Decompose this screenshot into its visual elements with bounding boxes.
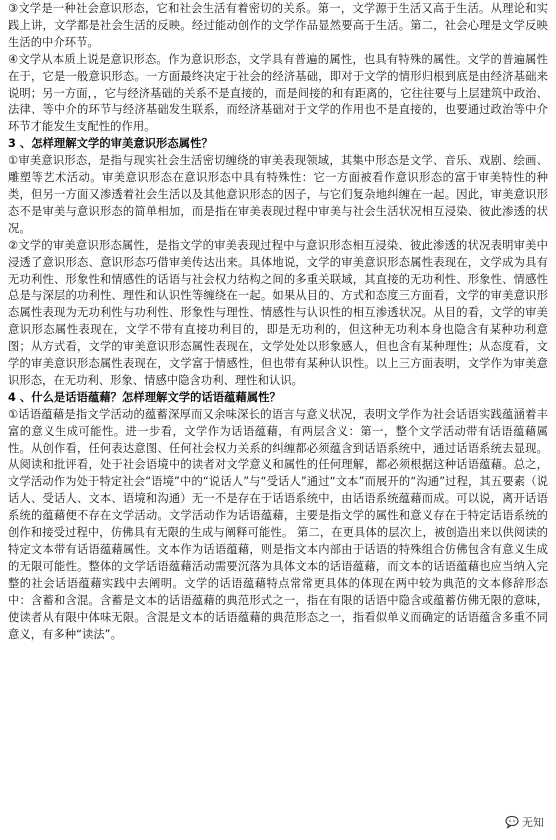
paragraph-aesthetic-1: ①审美意识形态，是指与现实社会生活密切缠绕的审美表现领域，其集中形态是文学、音乐、戏剧、绘画、雕塑等艺术活动。审美意识形态在意识形态中具有特殊性：它一方面被看作意识形态的富于审美特性的种类，但另一方面又渗透着社会生活以及其他意识形态的因子，与它们复杂地纠缠在一起。因此，审美意识形态不是审美与意识形态的简单相加，而是指在审美表现过程中审美与社会生活状况相互浸染、彼此渗透的状况。: [8, 154, 548, 235]
watermark: [503, 814, 546, 830]
paragraph-3-ideology: ③文学是一种社会意识形态，它和社会生活有着密切的关系。第一，文学源于生活又高于生活。从理论和实践上讲，文学都是社会生活的反映。经过能动创作的文学作品显然要高于生活。第二，社会心理是文学反映生活的中介环节。: [8, 2, 548, 49]
paragraph-4-essence: ④文学从本质上说是意识形态。作为意识形态，文学具有普遍的属性，也具有特殊的属性。文学的普遍属性在于，它是一般意识形态。一方面最终决定于社会的经济基础，即对于文学的情形归根到底是由经济基础来说明；另一方面，，它与经济基础的关系不是直接的，而是间接的和有距离的，它往往要与上层建筑中政治、法律、等中介的环节与经济基础发生联系，而经济基础对于文学的作用也不是直接的，也要通过政治等中介环节才能发生支配性的作用。: [8, 52, 548, 134]
chat-bubble-icon: [505, 815, 519, 829]
section-heading-4: 4 、什么是话语蕴藉？怎样理解文学的话语蕴藉属性？: [8, 390, 281, 404]
section-heading-3: 3 、怎样理解文学的审美意识形态属性？: [8, 137, 213, 151]
paragraph-aesthetic-2: ②文学的审美意识形态属性，是指文学的审美表现过程中与意识形态相互浸染、彼此渗透的状况表明审美中浸透了意识形态、意识形态巧借审美传达出来。具体地说，文学的审美意识形态属性表现在，文学成为具有无功利性、形象性和情感性的话语与社会权力结构之间的多重关联域，其直接的无功利性、形象性、情感性总是与深层的功利性、理性和认识性等缠绕在一起。如果从目的、方式和态度三方面看，文学的审美意识形态属性表现为无功利性与功利性、形象性与理性、情感性与认识性的相互渗透状况。从目的看，文学的审美意识形态属性表现在，文学不带有直接功利目的，即是无功利的，但这种无功利本身也隐含有某种功利意图；从方式看，文学的审美意识形态属性表现在，文学处处以形象感人，但也含有某种理性；从态度看，文学的审美意识形态属性表现在，文学富于情感性，但也带有某种认识性。以上三方面表明，文学作为审美意识形态，在无功利、形象、情感中隐含功利、理性和认识。: [8, 238, 548, 387]
paragraph-discourse-1: ①话语蕴藉是指文学活动的蕴蓄深厚而又余味深长的语言与意义状况，表明文学作为社会话语实践蕴涵着丰富的意义生成可能性。进一步看，文学作为话语蕴藉，有两层含义：第一，整个文学活动带有话语蕴藉属性。从创作看，任何表达意图、任何社会权力关系的纠缠都必须蕴含到话语系统中，通过话语系统去显现。从阅读和批评看，处于社会语境中的读者对文学意义和属性的任何理解，都必须根据这种话语蕴藉。总之，文学活动作为处于特定社会“语境”中的“说话人”与“受话人”通过“文本”而展开的“沟通”过程，其五要素（说话人、受话人、文本、语境和沟通）无一不是存在于话语系统中，由话语系统蕴藉而成。可以说，离开话语系统的蕴藉便不存在文学活动。文学活动作为话语蕴藉，主要是指文学的属性和意义存在于特定话语系统的创作和接受过程中，仿佛具有无限的生成与阐释可能性。 第二，在更具体的层次上，被创造出来以供阅读的特定文本带有话语蕴藉属性。文本作为话语蕴藉，则是指文本内部由于话语的特殊组合仿佛包含有意义生成的无限可能性。整体的文学话语蕴藉活动需要沉落为具体文本的话语蕴藉，而文本的话语蕴藉也应当纳入完整的社会话语蕴藉实践中去阐明。文学的话语蕴藉特点常常更具体的体现在两中较为典范的文本修辞形态中：含蓄和含混。含蓄是文本的话语蕴藉的典范形式之一，指在有限的话语中隐含或蕴蓄仿佛无限的意味，使读者从有限中体味无限。含混是文本的话语蕴藉的典范形态之一，指看似单义而确定的话语蕴含多重不同意义，有多种“读法”。: [8, 407, 548, 641]
watermark-text: 无知: [522, 816, 544, 829]
